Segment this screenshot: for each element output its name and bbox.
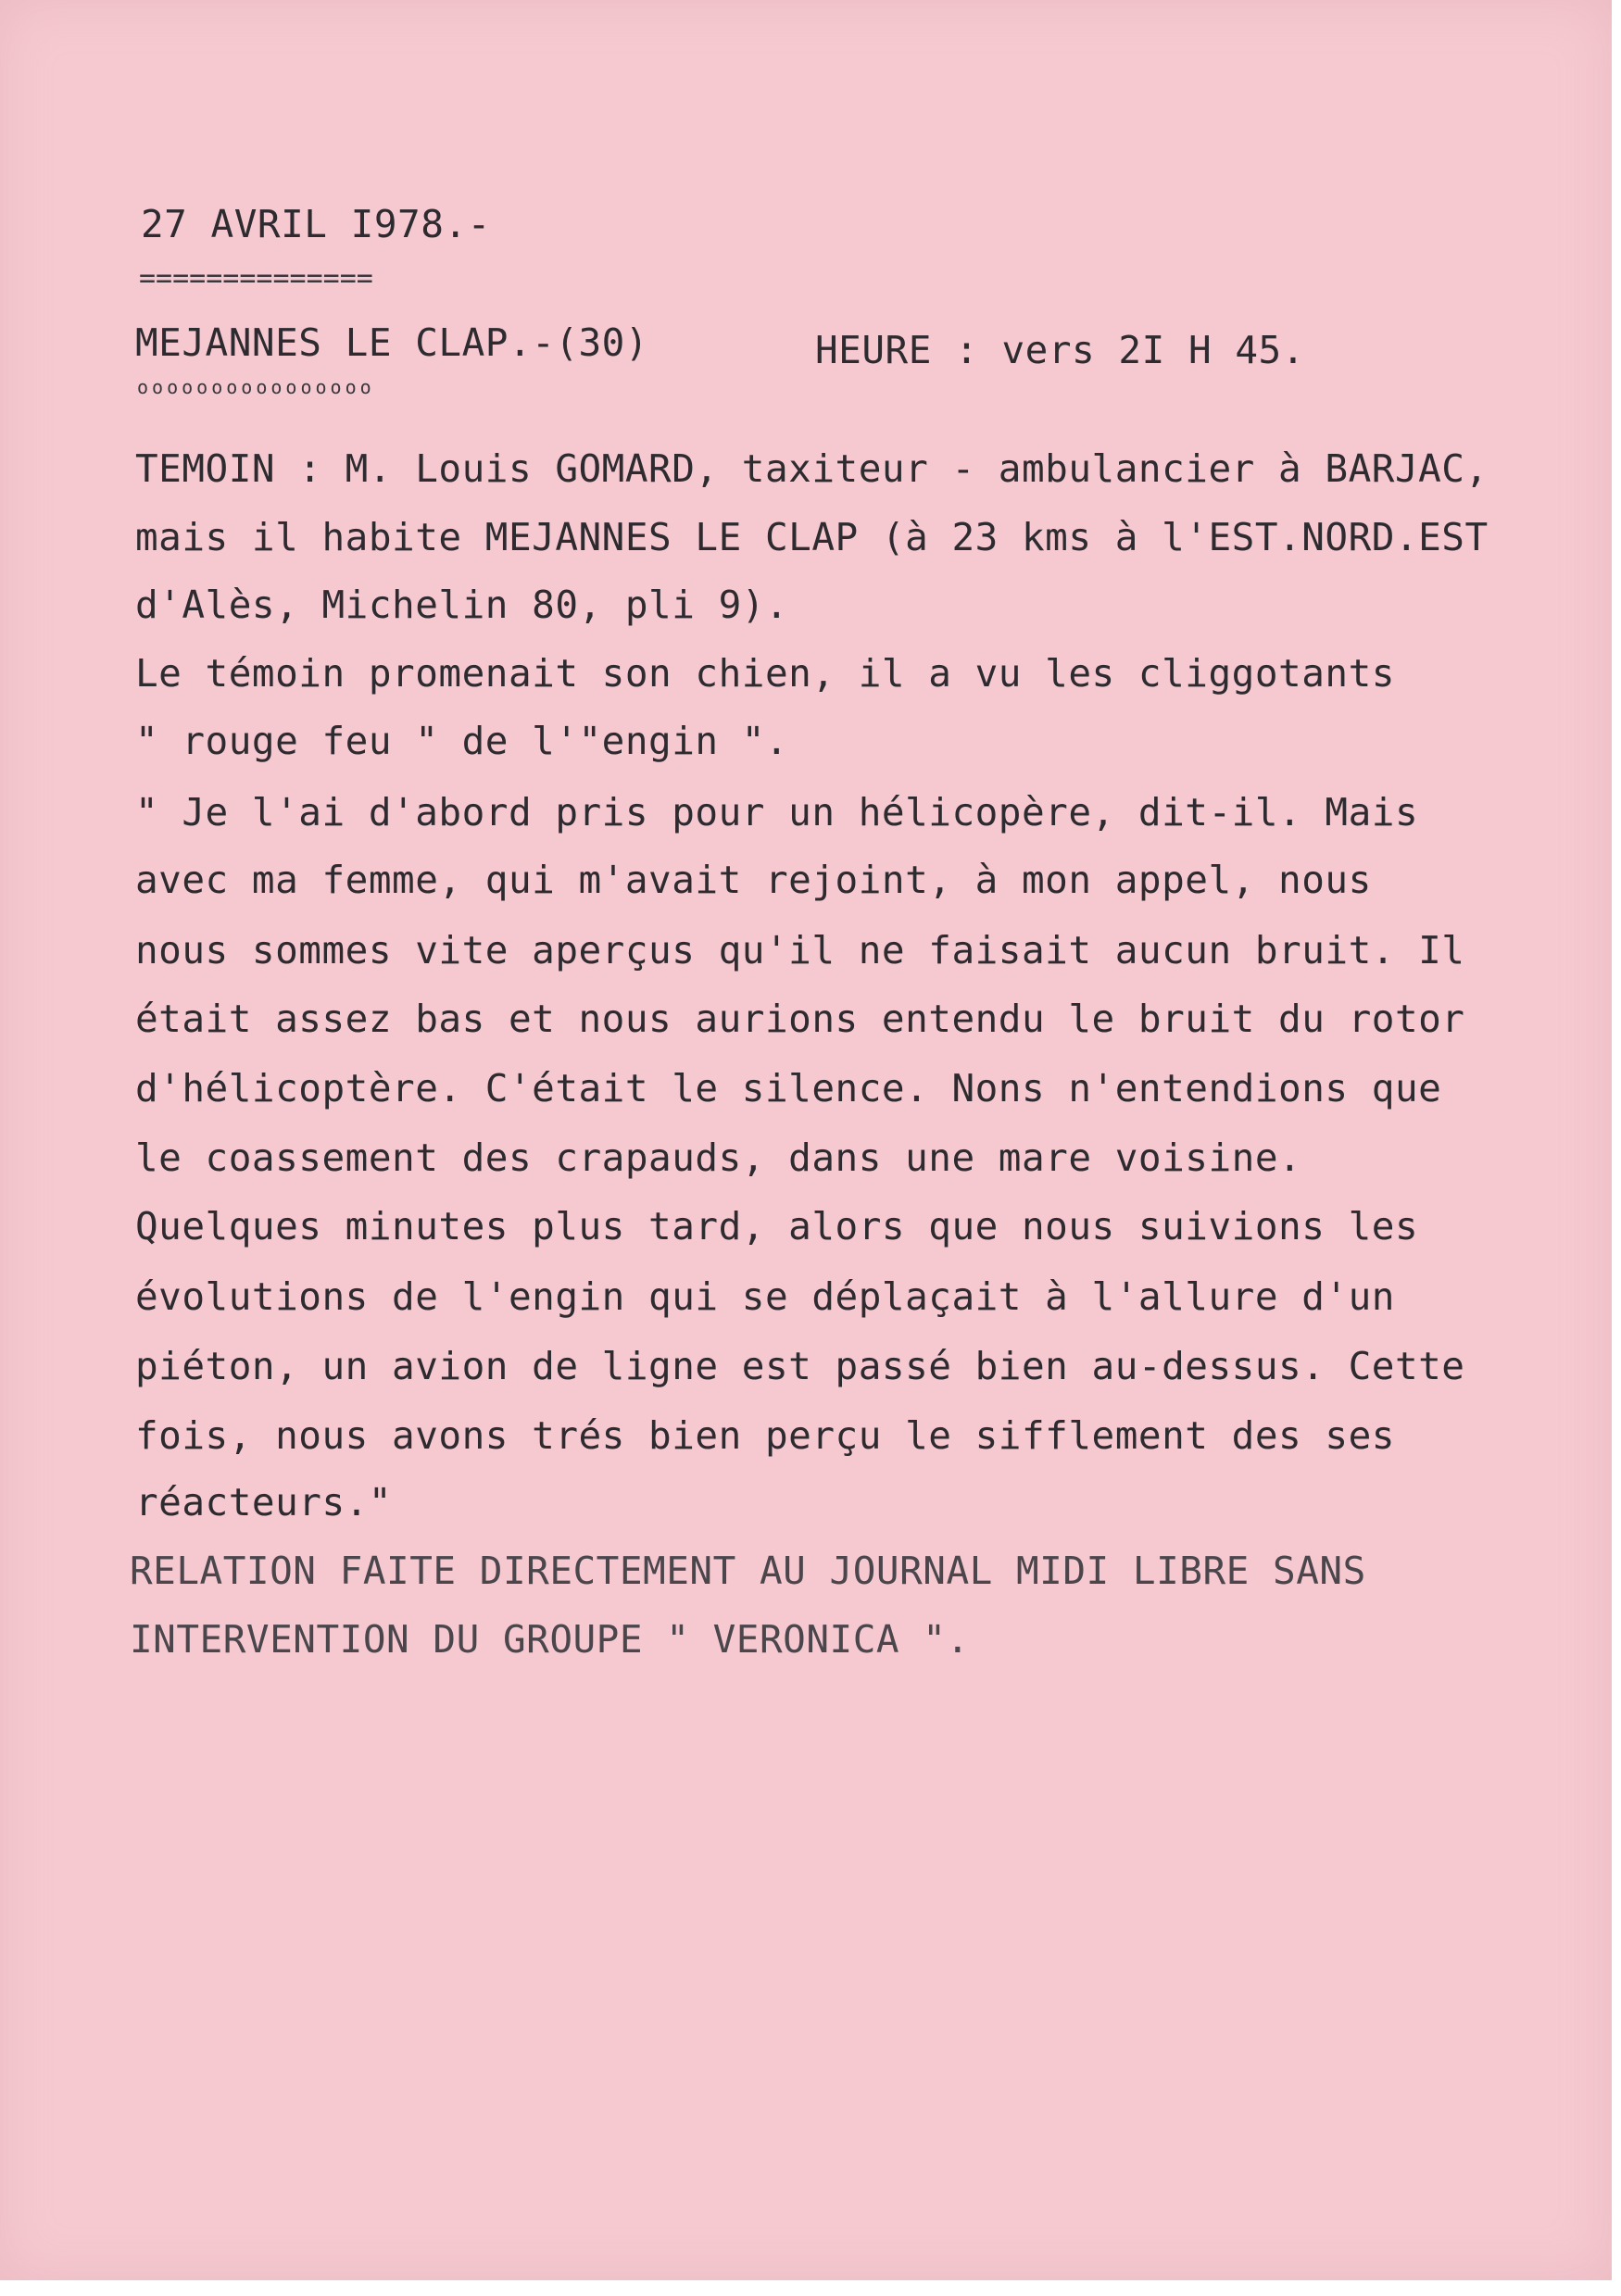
report-date: 27 AVRIL I978.-: [141, 202, 491, 246]
body-line: piéton, un avion de ligne est passé bien au-dessus. Cette: [135, 1344, 1465, 1388]
scan-margin-right: [1612, 0, 1621, 2296]
body-line: Le témoin promenait son chien, il a vu les cliggotants: [135, 651, 1395, 696]
body-line: d'hélicoptère. C'était le silence. Nons n'entendions que: [135, 1066, 1442, 1110]
footer-note-line-2: INTERVENTION DU GROUPE " VERONICA ".: [130, 1617, 970, 1662]
footer-note-line-1: RELATION FAITE DIRECTEMENT AU JOURNAL MIDI LIBRE SANS: [130, 1549, 1366, 1593]
body-line: " rouge feu " de l'"engin ".: [135, 719, 789, 763]
report-place: MEJANNES LE CLAP.-(30): [135, 320, 649, 365]
body-line: était assez bas et nous aurions entendu le bruit du rotor: [135, 997, 1465, 1041]
body-line: fois, nous avons trés bien perçu le sifflement des ses: [135, 1413, 1395, 1458]
date-underline: ==============: [139, 262, 373, 295]
scan-margin-bottom: [0, 2280, 1621, 2296]
body-line: réacteurs.": [135, 1480, 393, 1524]
report-time: HEURE : vers 2I H 45.: [815, 328, 1305, 372]
body-line: avec ma femme, qui m'avait rejoint, à mon appel, nous: [135, 858, 1372, 902]
place-underline: oooooooooooooooo: [137, 376, 375, 398]
body-line: Quelques minutes plus tard, alors que nous suivions les: [135, 1204, 1419, 1248]
body-line: évolutions de l'engin qui se déplaçait à l'allure d'un: [135, 1274, 1395, 1319]
body-line: nous sommes vite aperçus qu'il ne faisait aucun bruit. Il: [135, 928, 1465, 972]
body-line: mais il habite MEJANNES LE CLAP (à 23 kms à l'EST.NORD.EST: [135, 515, 1489, 559]
body-line: le coassement des crapauds, dans une mare voisine.: [135, 1135, 1302, 1180]
body-line: TEMOIN : M. Louis GOMARD, taxiteur - ambulancier à BARJAC,: [135, 446, 1489, 491]
body-line: " Je l'ai d'abord pris pour un hélicopère, dit-il. Mais: [135, 790, 1419, 834]
body-line: d'Alès, Michelin 80, pli 9).: [135, 583, 789, 627]
